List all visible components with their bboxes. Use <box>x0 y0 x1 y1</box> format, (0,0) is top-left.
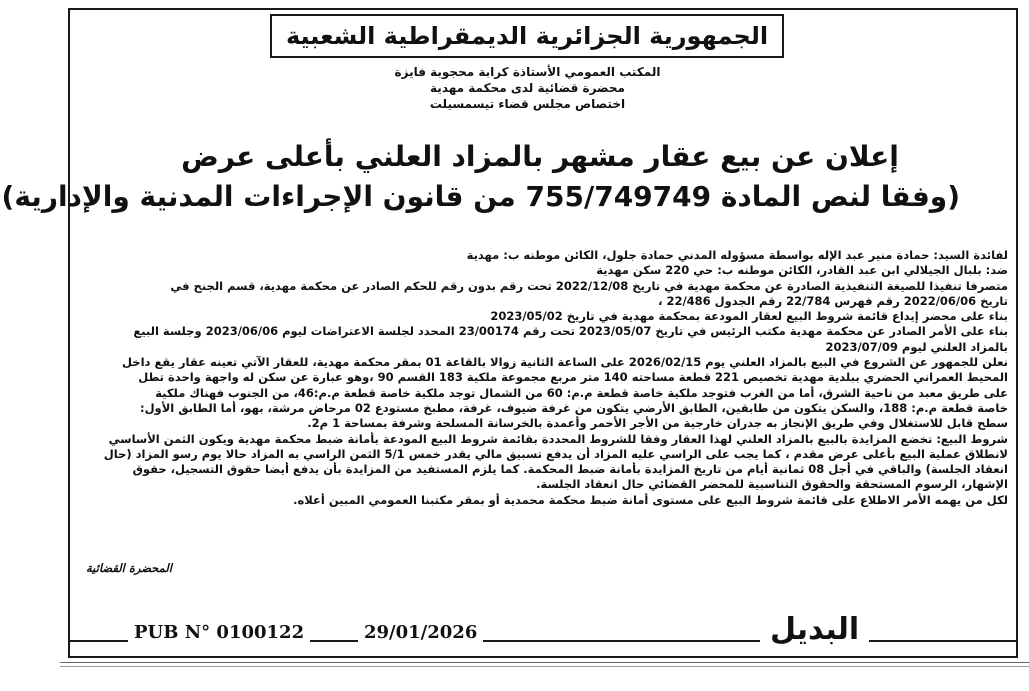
body-line: على طريق معبد من ناحية الشرق، أما من الغرب فتوجد ملكية خاصة قطعة م.م: 60 من الشمال توجد ملكية خاصة قطعة م.م:46، من الجنوب فهناك ملكية <box>155 385 1008 400</box>
republic-header <box>270 14 784 58</box>
body-line: لكل من يهمه الأمر الاطلاع على قائمة شروط البيع على مستوى أمانة ضبط محكمة محمدية أو بمقر مكتبنا العمومي المبين أعلاه. <box>293 492 1008 507</box>
body-line: نعلن للجمهور عن الشروع في البيع بالمزاد العلني يوم 2026/02/15 على الساعة الثانية زوالا بالقاعة 01 بمقر محكمة مهدية، للعقار الآتي تعينه عقار يقع داخل <box>122 355 1008 370</box>
bailiff-office-block <box>300 64 755 112</box>
page-divider-secondary <box>60 666 1029 667</box>
body-line: لانطلاق عملية البيع بأعلى عرض مقدم ، كما يجب على الراسي عليه المزاد أن يدفع تسبيق مالي يقدر خمس 5/1 الثمن الراسي به المزاد حالا يوم رسو المزاد (حال <box>103 446 1008 461</box>
office-line-3: اختصاص مجلس قضاء تيسمسيلت <box>429 97 626 111</box>
office-line-1: المكتب العمومي الأستاذة كرابة محجوبة فايزة <box>394 65 661 79</box>
body-line: تاريخ 2022/06/06 رقم فهرس 22/784 رقم الجدول 22/486 ، <box>658 293 1008 308</box>
publication-date: 29/01/2026 <box>358 622 483 643</box>
office-line-2: محضرة قضائية لدى محكمة مهدية <box>430 81 625 95</box>
bailiff-signature: المحضرة القضائية <box>86 561 172 575</box>
body-line: بالمزاد العلني ليوم 2023/07/09 <box>825 339 1008 354</box>
notice-subtitle: (وفقا لنص المادة 755/749749 من قانون الإجراءات المدنية والإدارية) <box>1 180 960 213</box>
notice-title: إعلان عن بيع عقار مشهر بالمزاد العلني بأعلى عرض <box>181 140 899 173</box>
body-line: خاصة قطعة م.م: 188، والسكن يتكون من طابقين، الطابق الأرضي يتكون من غرفة ضيوف، غرفة، مطبخ مستودع 02 مرحاض مرشة، بهو، أما الطابق الأول: <box>139 400 1008 415</box>
republic-title: الجمهورية الجزائرية الديمقراطية الشعبية <box>285 22 769 50</box>
body-line: الإشهار، الرسوم المستحقة والحقوق التناسبية للمحضر القضائي حال انعقاد الجلسة. <box>536 477 1008 492</box>
body-line: لفائدة السيد: حمادة منير عبد الإله بواسطة مسؤوله المدني حمادة جلول، الكائن موطنه ب: مهدية <box>466 248 1008 262</box>
body-line: شروط البيع: تخضع المزايدة بالبيع بالمزاد العلني لهذا العقار وفقا للشروط المحددة بقائمة شروط البيع المودعة بأمانة ضبط محكمة مهدية ويكون الثمن الأساسي <box>108 431 1008 446</box>
page-divider <box>60 662 1029 663</box>
body-line: انعقاد الجلسة) والباقي في أجل 08 ثمانية أيام من تاريخ المزايدة بأمانة ضبط المحكمة. كما يلزم المستفيد من المزايدة بأن يدفع أيضا حقوق التسجيل، حقوق <box>132 462 1008 477</box>
body-line: بناء على محضر إيداع قائمة شروط البيع لعقار المودعة بمحكمة مهدية في تاريخ 2023/05/02 <box>490 309 1008 324</box>
notice-body <box>78 248 1008 508</box>
body-line: ضد: بلبال الجيلالي ابن عبد القادر، الكائن موطنه ب: حي 220 سكن مهدية <box>596 263 1008 278</box>
pub-number: PUB N° 0100122 <box>128 622 310 643</box>
body-line: المحيط العمراني الحضري ببلدية مهدية تخصيص 221 قطعة مساحته 140 متر مربع مجموعة ملكية 183 القسم 90 ،وهو عبارة عن سكن له واجهة واحدة تطل <box>138 370 1008 385</box>
body-line: بناء على الأمر الصادر عن محكمة مهدية مكتب الرئيس في تاريخ 2023/05/07 تحت رقم 23/00174 المحدد لجلسة الاعتراضات ليوم 2023/06/06 وجلسة البيع <box>133 324 1008 339</box>
body-line: سطح قابل للاستغلال وفي طريق الإنجاز به جدران خارجية من الأجر الأحمر وأعمدة بالخرسانة المسلحة وشرفة بمساحة 1 م2. <box>307 416 1008 431</box>
newspaper-logo: البديل <box>760 612 869 647</box>
body-line: متصرفا تنفيذا للصيغة التنفيذية الصادرة عن محكمة مهدية في تاريخ 2022/12/08 تحت رقم بدون رقم للحكم الصادر عن محكمة مهدية، قسم الجنح في <box>170 278 1008 293</box>
